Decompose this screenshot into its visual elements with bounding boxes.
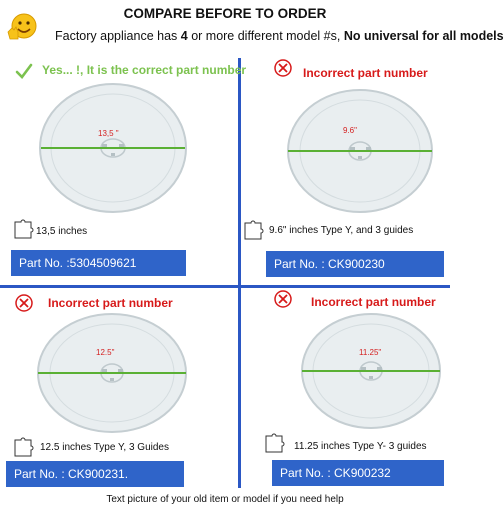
header-subtitle bbox=[55, 29, 504, 43]
panel-1-size: 13,5 inches bbox=[36, 226, 88, 237]
panel-3-size: 12.5 inches Type Y, 3 Guides bbox=[40, 442, 169, 453]
panel-3-part-number: Part No. : CK900231. bbox=[6, 461, 184, 487]
x-circle-icon bbox=[273, 289, 293, 309]
panel-1-plate-label: 13,5 " bbox=[98, 129, 119, 138]
subtitle-text-2: or more different model #s, bbox=[187, 29, 344, 43]
panel-2-turntable-plate bbox=[286, 88, 434, 214]
panel-3-turntable-plate bbox=[36, 312, 188, 434]
footer-note: Text picture of your old item or model if you need help bbox=[106, 494, 344, 505]
panel-1-part-number: Part No. :5304509621 bbox=[11, 250, 186, 276]
subtitle-count: 4 bbox=[180, 29, 188, 43]
thumbs-up-emoji-icon bbox=[6, 12, 40, 42]
subtitle-warning: No universal for all models bbox=[343, 29, 504, 43]
x-circle-icon bbox=[273, 58, 293, 78]
panel-1-turntable-plate bbox=[38, 82, 188, 214]
panel-3-plate-label: 12.5" bbox=[96, 348, 115, 357]
quick-type-icon bbox=[242, 219, 264, 241]
horizontal-divider bbox=[0, 285, 450, 288]
panel-2-size: 9.6" inches Type Y, and 3 guides bbox=[269, 225, 414, 236]
panel-4-plate-label: 11.25" bbox=[359, 348, 382, 357]
panel-4-part-number: Part No. : CK900232 bbox=[272, 460, 444, 486]
panel-3-status: Incorrect part number bbox=[48, 296, 173, 310]
panel-4-turntable-plate bbox=[300, 312, 442, 430]
quick-type-icon bbox=[12, 436, 34, 458]
panel-4-size: 11.25 inches Type Y- 3 guides bbox=[294, 441, 427, 452]
subtitle-text-1: Factory appliance has bbox=[55, 29, 181, 43]
vertical-divider bbox=[238, 58, 241, 488]
panel-2-status: Incorrect part number bbox=[303, 66, 428, 80]
page-title: COMPARE BEFORE TO ORDER bbox=[123, 6, 327, 21]
quick-type-icon bbox=[12, 218, 34, 240]
x-circle-icon bbox=[14, 293, 34, 313]
quick-type-icon bbox=[263, 432, 285, 454]
check-icon bbox=[14, 61, 34, 81]
panel-4-status: Incorrect part number bbox=[311, 295, 436, 309]
panel-1-status: Yes... !, It is the correct part number bbox=[42, 63, 247, 77]
panel-2-plate-label: 9.6" bbox=[343, 126, 357, 135]
panel-2-part-number: Part No. : CK900230 bbox=[266, 251, 444, 277]
